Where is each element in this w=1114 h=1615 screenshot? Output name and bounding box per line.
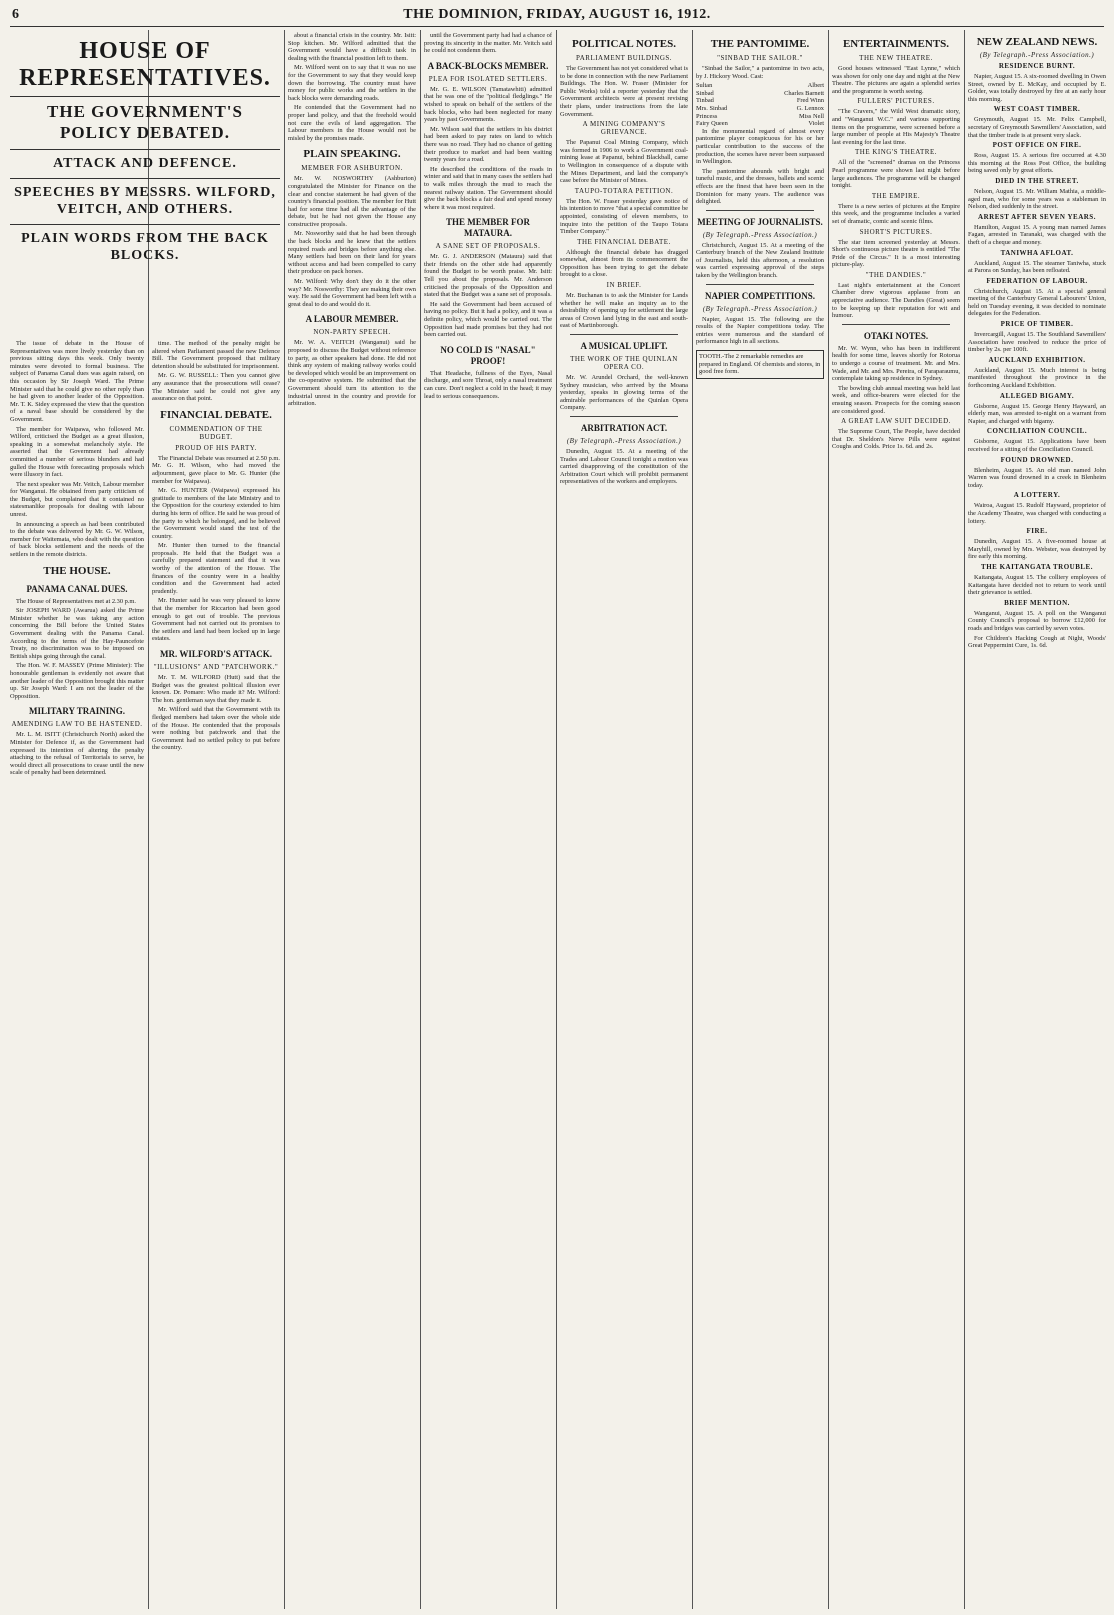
newspaper-title: THE DOMINION, FRIDAY, AUGUST 16, 1912.: [403, 7, 711, 22]
cast-row: Sinbad Charles Barnett: [696, 89, 824, 97]
section-subheading: THE MEMBER FOR MATAURA.: [445, 217, 530, 239]
section-deck: (By Telegraph.-Press Association.): [702, 304, 818, 313]
article-paragraph: Mr. Wilson said that the settlers in his district had been asked to pay rates on land to which there was no road. They had no chance of getting their produce to market and had been waiting twenty years for a road.: [424, 125, 552, 164]
article-paragraph: Although the financial debate has dragged somewhat, almost from its commencement the Opposition has been trying to get the debate brought to a close.: [560, 248, 688, 279]
section-deck: PARLIAMENT BUILDINGS.: [575, 54, 673, 62]
column-5: [560, 32, 688, 1609]
column-rule: [828, 30, 829, 1609]
section-deck: THE FINANCIAL DEBATE.: [577, 237, 671, 246]
news-item-text: Christchurch, August 15. At a special general meeting of the Canterbury General Labourers' Union, held on Tuesday evening, it was decided to nominate delegates for the Federation.: [968, 287, 1106, 318]
section-heading: THE HOUSE.: [43, 564, 111, 577]
news-item-heading: POST OFFICE ON FIRE.: [992, 141, 1082, 150]
news-item-heading: BRIEF MENTION.: [1004, 598, 1070, 607]
section-deck: THE NEW THEATRE.: [859, 54, 933, 62]
section-deck: (By Telegraph.-Press Association.): [702, 230, 818, 239]
section-deck: FULLERS' PICTURES.: [857, 97, 935, 106]
column-2: [152, 340, 280, 1609]
section-deck: A SANE SET OF PROPOSALS.: [435, 242, 541, 251]
news-item-text: Gisborne, August 15. Applications have been received for a sitting of the Conciliation Council.: [968, 438, 1106, 453]
article-paragraph: The issue of debate in the House of Representatives was more lively yesterday than on previous sitting days this week. Only twenty minutes were devoted to formal business. The subject of Panama Canal dues was again raised, on this occasion by Sir Joseph Ward. The Prime Minister said that he could give no other reply than he had given to another leader of the Opposition. Mr. T. K. Sidey expressed the view that the question of a naval base should be considered by the Government.: [10, 340, 144, 423]
column-rule: [964, 30, 965, 1609]
article-paragraph: Mr. Nosworthy said that he had been through the back blocks and he knew that the settlers required roads and bridges before anything else. Many settlers had been on their land for years without access and had been compelled to carry their produce on pack horses.: [288, 230, 416, 276]
news-item-text: Napier, August 15. A six-roomed dwelling in Owen Street, owned by E. McKay, and occupied by E. Golder, was totally destroyed by fire at an early hour this morning.: [968, 73, 1106, 103]
section-deck: PROUD OF HIS PARTY.: [175, 443, 257, 452]
section-deck: TAUPO-TOTARA PETITION.: [574, 186, 674, 195]
article-paragraph: All of the "screened" dramas on the Princess Pearl programme were shown last night before large audiences. The programme will be changed tonight.: [832, 159, 960, 190]
news-item-heading: AUCKLAND EXHIBITION.: [988, 355, 1086, 364]
section-deck: MEMBER FOR ASHBURTON.: [301, 164, 403, 173]
article-paragraph: Mr. G. W. RUSSELL: Then you cannot give any assurance that the prosecutions will cease? The Minister said he could not give any assurance on that point.: [152, 372, 280, 403]
main-headline: HOUSE OF REPRESENTATIVES.: [19, 38, 271, 91]
section-deck: "THE DANDIES.": [865, 270, 927, 279]
article-paragraph: The bowling club annual meeting was held last week, and office-bearers were elected for the ensuing season. Prospects for the coming season are considered good.: [832, 384, 960, 415]
article-paragraph: Sir JOSEPH WARD (Awarua) asked the Prime Minister whether he was taking any action concerning the Bill before the United States Government dealing with the Panama Canal. According to the terms of the Hay-Pauncefote Treaty, no discrimination was to be imposed on British ships going through the canal.: [10, 607, 144, 660]
news-item-heading: ALLEGED BIGAMY.: [999, 391, 1075, 400]
advertisement-text: The Supreme Court, The People, have decided that Dr. Sheldon's Nerve Pills were against Coughs and Colds. Price 1s. 6d. and 2s.: [832, 428, 960, 451]
headline-block: [10, 34, 280, 334]
article-paragraph: Mr. Buchanan is to ask the Minister for Lands whether he will make an inquiry as to the desirability of opening up for settlement the large areas of Crown land lying in the east and south-east of Martinborough.: [560, 292, 688, 330]
article-paragraph: "Sinbad the Sailor," a pantomime in two acts, by J. Hickory Wood. Cast:: [696, 65, 824, 80]
article-paragraph: Good houses witnessed "East Lynne," which was shown for only one day and night at the New Theatre. The pictures are again a splendid series and the programme is worth seeing.: [832, 65, 960, 95]
article-paragraph: Mr. Wilford said that the Government with its fledged members had taken over the whole side of the House. He contended that the proposals were nothing but patchwork and that the Government had no settled policy to put before the country.: [152, 706, 280, 752]
section-heading: FINANCIAL DEBATE.: [160, 408, 272, 421]
cast-list: [696, 82, 824, 128]
article-paragraph: The Hon. W. F. MASSEY (Prime Minister): The honourable gentleman is evidently not aware that another leader of the Opposition brought this matter up. Sir Joseph Ward: I am not the leader of the Opposition.: [10, 662, 144, 700]
section-deck: SHORT'S PICTURES.: [859, 227, 933, 236]
section-subheading: A LABOUR MEMBER.: [305, 314, 399, 325]
news-item-heading: DIED IN THE STREET.: [995, 176, 1079, 185]
article-paragraph: Christchurch, August 15. At a meeting of the Canterbury branch of the New Zealand Institute of Journalists, held this afternoon, a resolution was carried expressing approval of the steps taken by the Wellington branch.: [696, 241, 824, 280]
column-7: [832, 32, 960, 1609]
article-paragraph: In the monumental regard of almost every pantomime player conspicuous for his or her particular contribution to the success of the production, the scenes have never been surpassed in Wellington.: [696, 127, 824, 166]
article-paragraph: The Government has not yet considered what is to be done in connection with the new Parliament Buildings. The Hon. W. Fraser (Minister for Public Works) told a reporter yesterday that the Government architects were at present revising their plans, under instructions from the late Government.: [560, 65, 688, 118]
news-item-text: Kaitangata, August 15. The colliery employees of Kaitangata have decided not to return to work until their grievance is settled.: [968, 573, 1106, 597]
article-paragraph: He said the Government had been accused of having no policy. But it had a policy, and it was a definite policy, which would be carried out. The Opposition had made promises but they had not been carried out.: [424, 300, 552, 339]
article-paragraph: Mr. W. A. VEITCH (Wanganui) said he proposed to discuss the Budget without reference to party, as other speakers had done. He did not think any system of making railway works could be developed which would be an improvement on the co-operative system. He submitted that the Government should turn its attention to the industrial unrest in the country and provide for arbitration.: [288, 339, 416, 408]
news-item-text: Dunedin, August 15. A five-roomed house at Maryhill, owned by Mrs. Webster, was destroyed by fire early this morning.: [968, 538, 1106, 561]
section-heading: THE PANTOMIME.: [710, 38, 810, 50]
section-deck: AMENDING LAW TO BE HASTENED.: [11, 720, 143, 729]
cast-row: Princess Miss Nell: [696, 112, 824, 120]
column-rule: [556, 30, 557, 1609]
news-item-text: Auckland, August 15. Much interest is being manifested throughout the province in the forthcoming Auckland Exhibition.: [968, 366, 1106, 390]
section-subheading: NAPIER COMPETITIONS.: [704, 290, 815, 301]
section-deck: A MINING COMPANY'S GRIEVANCE.: [582, 120, 666, 137]
news-item-text: Greymouth, August 15. Mr. Felix Campbell, secretary of Greymouth Sawmillers' Association, said that the timber trade is at present very slack.: [968, 116, 1106, 139]
section-subheading: MILITARY TRAINING.: [28, 706, 126, 717]
news-item-text: Auckland, August 15. The steamer Taniwha, stuck at Parora on Sunday, has been refloated.: [968, 259, 1106, 275]
article-paragraph: The next speaker was Mr. Veitch, Labour member for Wanganui. He obtained from party criticism of the Budget, but complained that it contained no statesmanlike proposals for dealing with labour unrest.: [10, 480, 144, 519]
cast-row: Mrs. Sinbad G. Lennox: [696, 104, 824, 112]
news-item-heading: CONCILIATION COUNCIL.: [986, 427, 1088, 436]
article-paragraph: Dunedin, August 15. At a meeting of the Trades and Labour Council tonight a motion was carried disapproving of the constitution of the Arbitration Court which will prohibit permanent representatives of the workers and employers.: [560, 448, 688, 486]
column-rule: [420, 30, 421, 1609]
advertisement-text: For Children's Hacking Cough at Night, Woods' Great Peppermint Cure, 1s. 6d.: [968, 634, 1106, 650]
article-paragraph: Mr. W. Arundel Orchard, the well-known Sydney musician, who arrived by the Moana yesterday, speaks in glowing terms of the admirable performances of the Quinlan Opera Company.: [560, 374, 688, 412]
section-deck: "ILLUSIONS" AND "PATCHWORK.": [153, 663, 279, 671]
article-paragraph: "The Cravers," the Wild West dramatic story, and "Wanganui W.C." and various supporting items on the programme, were screened before a large number of people at His Majesty's Theatre last evening for the last time.: [832, 108, 960, 146]
deck-headline-1: ATTACK AND DEFENCE.: [10, 149, 280, 172]
news-item-heading: A LOTTERY.: [1013, 491, 1061, 500]
sub-headline: THE GOVERNMENT'S POLICY DEBATED.: [10, 96, 280, 143]
cast-row: Sultan Albert: [696, 82, 824, 90]
article-paragraph: Mr. T. M. WILFORD (Hutt) said that the Budget was the greatest political illusion ever known. Dr. Pomare: Who made it? Mr. Wilford: The hon. gentleman says that they made it.: [152, 674, 280, 704]
article-paragraph: The Hon. W. Fraser yesterday gave notice of his intention to move "that a special committee be appointed, consisting of eleven members, to inquire into the petition of the Taupo Totara Timber Company.": [560, 197, 688, 236]
article-paragraph: Napier, August 15. The following are the results of the Napier competitions today. The entries were numerous and the standard of performance high in all sections.: [696, 315, 824, 346]
news-item-heading: FOUND DROWNED.: [1000, 455, 1074, 464]
section-deck: (By Telegraph.-Press Association.): [566, 437, 682, 445]
section-subheading: OTAKI NOTES.: [863, 330, 929, 341]
news-item-heading: FIRE.: [1026, 527, 1048, 536]
section-subheading: MR. WILFORD'S ATTACK.: [159, 649, 272, 659]
divider: [706, 210, 814, 211]
article-paragraph: Mr. G. HUNTER (Waipawa) expressed his gratitude to members of the late Ministry and to the Opposition for the courtesy extended to him during his term of office. He said he was proud of the party to which he belonged, and he believed the Government would stand the test of the country.: [152, 487, 280, 540]
news-item-text: Gisborne, August 15. George Henry Hayward, an elderly man, was arrested to-night on a warrant from Napier, and charged with bigamy.: [968, 402, 1106, 425]
article-paragraph: Mr. G. E. WILSON (Tamatawhiti) admitted that he was one of the "political fledglings." He wished to speak on behalf of the settlers of the back blocks, who had been neglected for many years by past Governments.: [424, 85, 552, 124]
divider: [706, 284, 814, 285]
article-paragraph: The House of Representatives met at 2.30 p.m.: [16, 597, 136, 605]
article-paragraph: Mr. G. J. ANDERSON (Mataura) said that their friends on the other side had apparently found the Budget to be worth praise. Mr. Isitt: Tell you about the proposals. Mr. Anderson criticised the proposals of the Opposition and stated that the Budget was a sane set of proposals.: [424, 253, 552, 299]
article-paragraph: Mr. W. Wynn, who has been in indifferent health for some time, leaves shortly for Rotorua to undergo a course of treatment. Mr. and Mrs. Wade, and Mr. and Mrs. Pereira, of Paraparaumu, contemplate taking up residence in Sydney.: [832, 344, 960, 383]
news-item-text: Ross, August 15. A serious fire occurred at 4.30 this morning at the Ross Post Office, the building being saved only by great efforts.: [968, 152, 1106, 175]
news-item-text: Wanganui, August 15. A poll on the Wanganui County Council's proposal to borrow £12,000 for roads and bridges was carried by seven votes.: [968, 609, 1106, 632]
section-deck: IN BRIEF.: [606, 281, 642, 290]
section-subheading: PANAMA CANAL DUES.: [26, 583, 128, 594]
section-deck: NON-PARTY SPEECH.: [313, 328, 391, 337]
advertisement-text: That Headache, fullness of the Eyes, Nasal discharge, and sore Throat, only a nasal treatment can cure. Don't neglect a cold in the head; it may lead to serious consequences.: [424, 369, 552, 400]
article-paragraph: Mr. L. M. ISITT (Christchurch North) asked the Minister for Defence if, as the Government had expressed its intention of altering the penalty attaching to the refusal of Territorials to serve, he would direct all prosecutions to cease until the new scale of penalty had been determined.: [10, 731, 144, 777]
article-paragraph: about a financial crisis in the country. Mr. Isitt: Stop kitchen. Mr. Wilford admitted that the Government would have a difficult task in dealing with the financial position left to them.: [288, 32, 416, 62]
section-deck: THE KING'S THEATRE.: [855, 148, 937, 157]
section-heading: PLAIN SPEAKING.: [303, 148, 401, 161]
page-number: 6: [12, 7, 20, 22]
section-subheading: A BACK-BLOCKS MEMBER.: [427, 60, 549, 71]
article-paragraph: He described the conditions of the roads in winter and said that in many cases the settlers had to walk miles through the mud to reach the nearest railway station. The Government should give the back blocks a fair deal and spend money where it was most required.: [424, 165, 552, 211]
news-item-text: Hamilton, August 15. A young man named James Fagan, arrested in Taranaki, was charged with the theft of a cheque and money.: [968, 223, 1106, 246]
news-item-heading: WEST COAST TIMBER.: [993, 105, 1081, 114]
news-item-text: Nelson, August 15. Mr. William Mathia, a middle-aged man, who for some years was a stableman in Nelson, died suddenly in the street.: [968, 187, 1106, 211]
article-paragraph: Mr. W. NOSWORTHY (Ashburton) congratulated the Minister for Finance on the clear and concise statement he had given of the country's financial position. The member for Hutt had for some time had all the advantage of the debate, but he had not given the House any constructive proposals.: [288, 175, 416, 228]
article-paragraph: time. The method of the penalty might be altered when Parliament passed the new Defence Bill. The Government proposed that military detention should be substituted for imprisonment.: [152, 340, 280, 370]
column-rule: [284, 30, 285, 1609]
section-deck: (By Telegraph.-Press Association.): [979, 51, 1095, 59]
news-item-heading: RESIDENCE BURNT.: [998, 62, 1076, 70]
article-paragraph: The member for Waipawa, who followed Mr. Wilford, criticised the Budget as a great illusion, speaking in a somewhat melancholy style. He asserted that the Government had already committed a number of serious blunders and had gulled the House with forecasting proposals which were illusory in fact.: [10, 425, 144, 479]
article-paragraph: Mr. Wilford: Why don't they do it the other way? Mr. Nosworthy: They are making their own way. He said the Government had been left with a great deal to do and would do it.: [288, 278, 416, 308]
section-heading: NEW ZEALAND NEWS.: [976, 36, 1098, 48]
deck-headline-3: PLAIN WORDS FROM THE BACK BLOCKS.: [10, 224, 280, 264]
article-paragraph: He contended that the Government had no proper land policy, and that the freehold would not cure the evils of land aggregation. The Labour members in the House would not be misled by the promises made.: [288, 104, 416, 142]
masthead: [10, 4, 1104, 27]
divider: [842, 324, 950, 325]
section-subheading: A MUSICAL UPLIFT.: [580, 341, 668, 352]
news-item-heading: FEDERATION OF LABOUR.: [986, 276, 1088, 285]
column-1: [10, 340, 144, 1609]
deck-headline-2: SPEECHES BY MESSRS. WILFORD, VEITCH, AND OTHERS.: [10, 178, 280, 218]
article-paragraph: In announcing a speech as had been contributed to the debate was delivered by Mr. G. W. Wilson, member for Waitemata, who dealt with the question of back blocks settlement and the needs of the settlers in the remote districts.: [10, 520, 144, 559]
news-item-text: Blenheim, August 15. An old man named John Warren was found drowned in a creek in Blenheim today.: [968, 466, 1106, 489]
column-6: [696, 32, 824, 1609]
divider: [570, 334, 678, 335]
article-paragraph: The Papanui Coal Mining Company, which was formed in 1906 to work a Government coal-mining lease at Papanui, behind Blackball, came to Wellington in consequence of a dispute with the Mines Department, and laid the company's case before the Minister of Mines.: [560, 139, 688, 185]
article-paragraph: until the Government party had had a chance of proving its sincerity in the matter. Mr. Veitch said he could not condemn them.: [424, 32, 552, 55]
section-deck: "SINBAD THE SAILOR.": [717, 54, 803, 62]
news-item-heading: TANIWHA AFLOAT.: [1000, 248, 1074, 257]
section-subheading: ARBITRATION ACT.: [580, 423, 668, 433]
article-paragraph: Mr. Hunter then turned to the financial proposals. He held that the Budget was a carefully prepared statement and that it was worthy of the attention of the House. The finances of the country were in a healthy condition and the Government had acted prudently.: [152, 542, 280, 595]
news-item-text: Wairoa, August 15. Rudolf Hayward, proprietor of the Academy Theatre, was charged with conducting a lottery.: [968, 502, 1106, 525]
section-deck: THE WORK OF THE QUINLAN OPERA CO.: [570, 355, 678, 372]
cast-row: Fairy Queen Violet: [696, 120, 824, 128]
article-paragraph: The pantomime abounds with bright and tuneful music, and the dresses, ballets and scenic effects are the finest that have been seen in the Dominion for many years. The audience was delighted.: [696, 167, 824, 206]
article-paragraph: Mr. Hunter said he was very pleased to know that the member for Riccarton had been good enough to get out of trouble. The previous Government had not carried out its promises to the settlers and land had been locked up in large estates.: [152, 597, 280, 643]
section-deck: PLEA FOR ISOLATED SETTLERS.: [428, 74, 548, 83]
section-deck: COMMENDATION OF THE BUDGET.: [169, 424, 263, 441]
column-8: [968, 32, 1106, 1609]
article-paragraph: There is a new series of pictures at the Empire this week, and the programme includes a varied set of dramatic, comic and scenic films.: [832, 202, 960, 225]
news-item-heading: ARREST AFTER SEVEN YEARS.: [978, 212, 1096, 221]
section-deck: THE EMPIRE.: [871, 191, 921, 200]
article-paragraph: Mr. Wilford went on to say that it was no use for the Government to say that they would keep down the borrowing. The country must have money for public works and the settlers in the back blocks were demanding roads.: [288, 64, 416, 102]
news-item-text: Invercargill, August 15. The Southland Sawmillers' Association have resolved to reduce the price of timber by 2s. per 100ft.: [968, 331, 1106, 354]
cast-row: Tinbad Fred Winn: [696, 97, 824, 105]
news-item-heading: THE KAITANGATA TROUBLE.: [981, 562, 1093, 571]
advertisement-heading: NO COLD IS "NASAL" PROOF!: [440, 344, 536, 366]
news-item-heading: PRICE OF TIMBER.: [1000, 320, 1074, 329]
column-4: [424, 32, 552, 1609]
article-paragraph: The star item screened yesterday at Messrs. Short's continuous picture theatre is entitled "The Pride of the Circus." It is a most interesting picture-play.: [832, 238, 960, 269]
divider: [570, 416, 678, 417]
section-heading: POLITICAL NOTES.: [572, 38, 676, 50]
news-items: [968, 62, 1106, 633]
article-paragraph: The Financial Debate was resumed at 2.50 p.m. Mr. G. H. Wilson, who had moved the adjournment, gave place to Mr. G. Hunter (the member for Waipawa).: [152, 454, 280, 485]
column-3: [288, 32, 416, 1609]
advertisement-box: TOOTH.-The 2 remarkable remedies are prepared in England. Of chemists and stores, in good free form.: [696, 350, 824, 379]
column-rule: [692, 30, 693, 1609]
section-heading: ENTERTAINMENTS.: [842, 38, 950, 50]
article-paragraph: Last night's entertainment at the Concert Chamber drew vigorous applause from an appreciative audience. The Dandies (Great) seem to be keeping up their reputation for wit and humour.: [832, 281, 960, 320]
section-deck: A GREAT LAW SUIT DECIDED.: [841, 417, 951, 426]
section-subheading: MEETING OF JOURNALISTS.: [697, 216, 823, 227]
